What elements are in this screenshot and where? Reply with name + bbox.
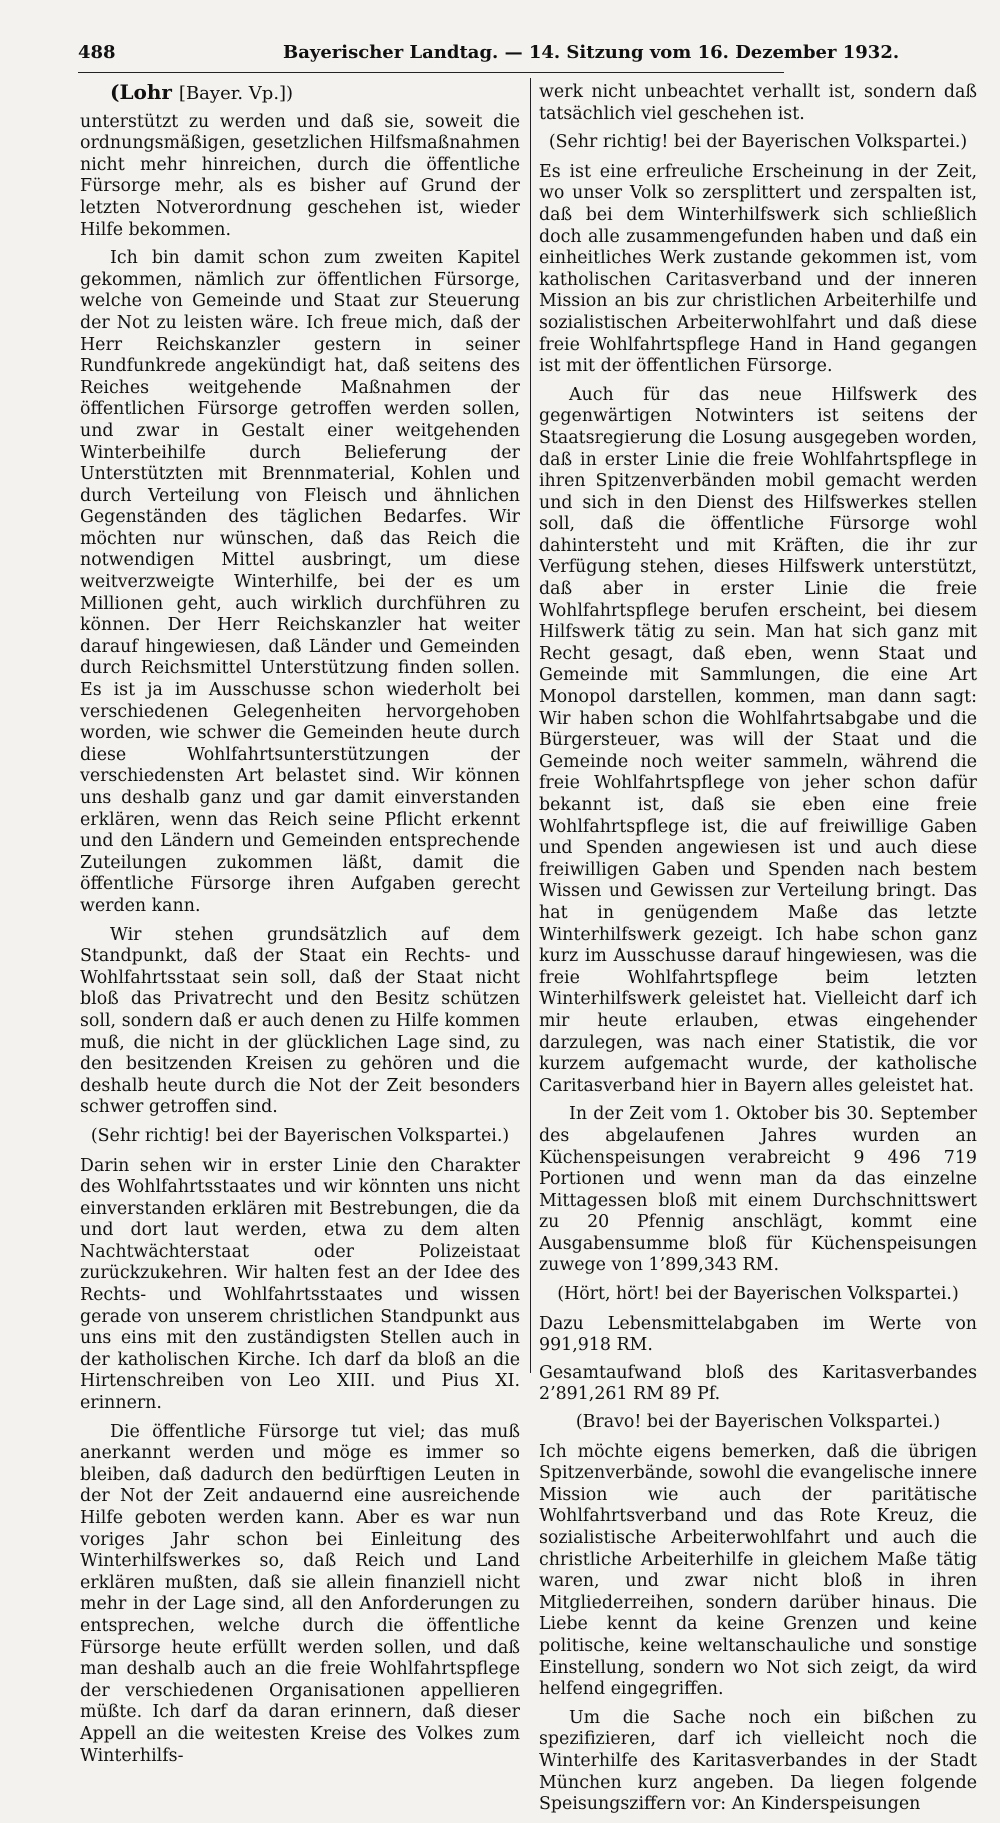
paragraph: Darin sehen wir in erster Linie den Charakter des Wohlfahrtsstaates und wir könnten uns nicht einverstanden erklären mit Bestrebungen, die da und dort laut werden, etwa zu dem alten Nachtwächterstaat oder Polizeistaat zurückzukehren. Wir halten fest an der Idee des Rechts- und Wohlfahrtsstaates und wissen gerade von unserem christlichen Standpunkt aus uns eins mit den zuständigsten Stellen auch in der katholischen Kirche. Ich darf da bloß an die Hirtenschreiben von Leo XIII. und Pius XI. erinnern. — [80, 1155, 520, 1414]
paragraph: Auch für das neue Hilfswerk des gegenwärtigen Notwinters ist seitens der Staatsregierung die Losung ausgegeben worden, daß in erster Linie die freie Wohlfahrtspflege in ihren Spitzenverbänden mobil gemacht werden und sich in den Dienst des Hilfswerkes stellen soll, daß die öffentliche Fürsorge wohl dahintersteht und mit Kräften, die ihr zur Verfügung stehen, dieses Hilfswerk unterstützt, daß aber in erster Linie die freie Wohlfahrtspflege berufen erscheint, bei diesem Hilfswerk tätig zu sein. Man hat sich ganz mit Recht gesagt, daß eben, wenn Staat und Gemeinde mit Sammlungen, die eine Art Monopol darstellen, kommen, man dann sagt: Wir haben schon die Wohlfahrtsabgabe und die Bürgersteuer, was will der Staat und die Gemeinde noch weiter sammeln, während die freie Wohlfahrtspflege von jeher schon dafür bekannt ist, daß sie eben eine freie Wohlfahrtspflege ist, die auf freiwillige Gaben und Spenden angewiesen ist und auch diese freiwilligen Gaben und Spenden nach bestem Wissen und Gewissen zur Verteilung bringt. Das hat in genügendem Maße das letzte Winterhilfswerk gezeigt. Ich habe schon ganz kurz im Ausschusse darauf hingewiesen, was die freie Wohlfahrtspflege beim letzten Winterhilfswerk geleistet hat. Vielleicht darf ich mir heute erlauben, etwas eingehender darzulegen, was nach einer Statistik, die vor kurzem aufgemacht wurde, der katholische Caritasverband hier in Bayern alles geleistet hat. — [539, 384, 977, 1096]
right-column — [539, 82, 977, 1823]
amount-line: Gesamtaufwand bloß des Karitasverbandes 2’891,261 RM 89 Pf. — [539, 1362, 977, 1405]
paragraph: Die öffentliche Fürsorge tut viel; das muß anerkannt werden und möge es immer so bleiben, daß dadurch den bedürftigen Leuten in der Not der Zeit andauernd eine ausreichende Hilfe geboten werden kann. Aber es war nun voriges Jahr schon bei Einleitung des Winterhilfswerkes so, daß Reich und Land erklären mußten, daß sie allein finanziell nicht mehr in der Lage sind, all den Anforderungen zu entsprechen, welche durch die öffentliche Fürsorge heute erfüllt werden sollen, und daß man deshalb auch an die freie Wohlfahrtspflege der verschiedenen Organisationen appellieren müßte. Ich darf da daran erinnern, daß dieser Appell an die weitesten Kreise des Volkes zum Winterhilfs- — [80, 1421, 520, 1766]
page-header — [78, 40, 900, 70]
reaction-note: (Bravo! bei der Bayerischen Volkspartei.) — [575, 1412, 941, 1433]
amount-line: Dazu Lebensmittelabgaben im Werte von 991,918 RM. — [539, 1313, 977, 1356]
reaction-note: (Sehr richtig! bei der Bayerischen Volkspartei.) — [548, 132, 968, 153]
running-head: Bayerischer Landtag. — 14. Sitzung vom 16. Dezember 1932. — [283, 42, 900, 63]
speaker-party: [Bayer. Vp.]) — [178, 83, 294, 104]
page-number: 488 — [78, 42, 116, 63]
paragraph: Um die Sache noch ein bißchen zu spezifizieren, darf ich vielleicht noch die Winterhilfe des Karitasverbandes in der Stadt München kurz angeben. Da liegen folgende Speisungsziffern vor: An Kinderspeisungen — [539, 1707, 977, 1815]
paragraph: unterstützt zu werden und daß sie, soweit die ordnungsmäßigen, gesetzlichen Hilfsmaßnahmen nicht mehr hinreichen, durch die öffentliche Fürsorge mehr, als es bisher auf Grund der letzten Notverordnung geschehen ist, wieder Hilfe bekommen. — [80, 111, 520, 240]
paragraph: Es ist eine erfreuliche Erscheinung in der Zeit, wo unser Volk so zersplittert und zerspalten ist, daß bei dem Winterhilfswerk sich schließlich doch alle zusammengefunden haben und daß ein einheitliches Werk zustande gekommen ist, vom katholischen Caritasverband und der inneren Mission an bis zur christlichen Arbeiterhilfe und sozialistischen Arbeiterwohlfahrt und daß diese freie Wohlfahrtspflege Hand in Hand gegangen ist mit der öffentlichen Fürsorge. — [539, 161, 977, 377]
paragraph: Wir stehen grundsätzlich auf dem Standpunkt, daß der Staat ein Rechts- und Wohlfahrtsstaat sein soll, daß der Staat nicht bloß das Privatrecht und den Besitz schützen soll, sondern daß er auch denen zu Hilfe kommen muß, die nicht in der glücklichen Lage sind, zu den besitzenden Kreisen zu gehören und die deshalb heute durch die Not der Zeit besonders schwer getroffen sind. — [80, 924, 520, 1118]
speaker-heading — [80, 82, 520, 105]
paragraph: werk nicht unbeachtet verhallt ist, sondern daß tatsächlich viel geschehen ist. — [539, 82, 977, 124]
header-rule — [78, 72, 784, 73]
paragraph: Ich bin damit schon zum zweiten Kapitel gekommen, nämlich zur öffentlichen Fürsorge, welche von Gemeinde und Staat zur Steuerung der Not zu leisten wäre. Ich freue mich, daß der Herr Reichskanzler gestern in seiner Rundfunkrede angekündigt hat, daß seitens des Reiches weitgehende Maßnahmen der öffentlichen Fürsorge getroffen werden sollen, und zwar in Gestalt einer weitgehenden Winterbeihilfe durch Belieferung der Unterstützten mit Brennmaterial, Kohlen und durch Verteilung von Fleisch und ähnlichen Gegenständen des täglichen Bedarfes. Wir möchten nur wünschen, daß das Reich die notwendigen Mittel ausbringt, um diese weitverzweigte Winterhilfe, bei der es um Millionen geht, auch wirklich durchführen zu können. Der Herr Reichskanzler hat weiter darauf hingewiesen, daß Länder und Gemeinden durch Reichsmittel Unterstützung finden sollen. Es ist ja im Ausschusse schon wiederholt bei verschiedenen Gelegenheiten hervorgehoben worden, wie schwer die Gemeinden heute durch diese Wohlfahrtsunterstützungen der verschiedensten Art belastet sind. Wir können uns deshalb ganz und gar damit einverstanden erklären, wenn das Reich seine Pflicht erkennt und den Ländern und Gemeinden entsprechende Zuteilungen zukommen läßt, damit die öffentliche Fürsorge ihren Aufgaben gerecht werden kann. — [80, 248, 520, 916]
speaker-name: (Lohr — [110, 80, 172, 104]
reaction-note: (Sehr richtig! bei der Bayerischen Volkspartei.) — [90, 1125, 510, 1146]
left-column — [80, 82, 520, 1774]
reaction-note: (Hört, hört! bei der Bayerischen Volkspartei.) — [557, 1284, 959, 1305]
paragraph: Ich möchte eigens bemerken, daß die übrigen Spitzenverbände, sowohl die evangelische innere Mission wie auch der paritätische Wohlfahrtsverband und das Rote Kreuz, die sozialistische Arbeiterwohlfahrt und auch die christliche Arbeiterhilfe in gleichem Maße tätig waren, und zwar nicht bloß in ihren Mitgliederreihen, sondern darüber hinaus. Die Liebe kennt da keine Grenzen und keine politische, keine weltanschauliche und sonstige Einstellung, sondern wo Not sich zeigt, da wird helfend eingegriffen. — [539, 1441, 977, 1700]
paragraph: In der Zeit vom 1. Oktober bis 30. September des abgelaufenen Jahres wurden an Küchenspeisungen verabreicht 9 496 719 Portionen und wenn man da das einzelne Mittagessen bloß mit einem Durchschnittswert zu 20 Pfennig anschlägt, kommt eine Ausgabensumme bloß für Küchenspeisungen zuwege von 1’899,343 RM. — [539, 1104, 977, 1276]
column-divider — [530, 78, 531, 1373]
